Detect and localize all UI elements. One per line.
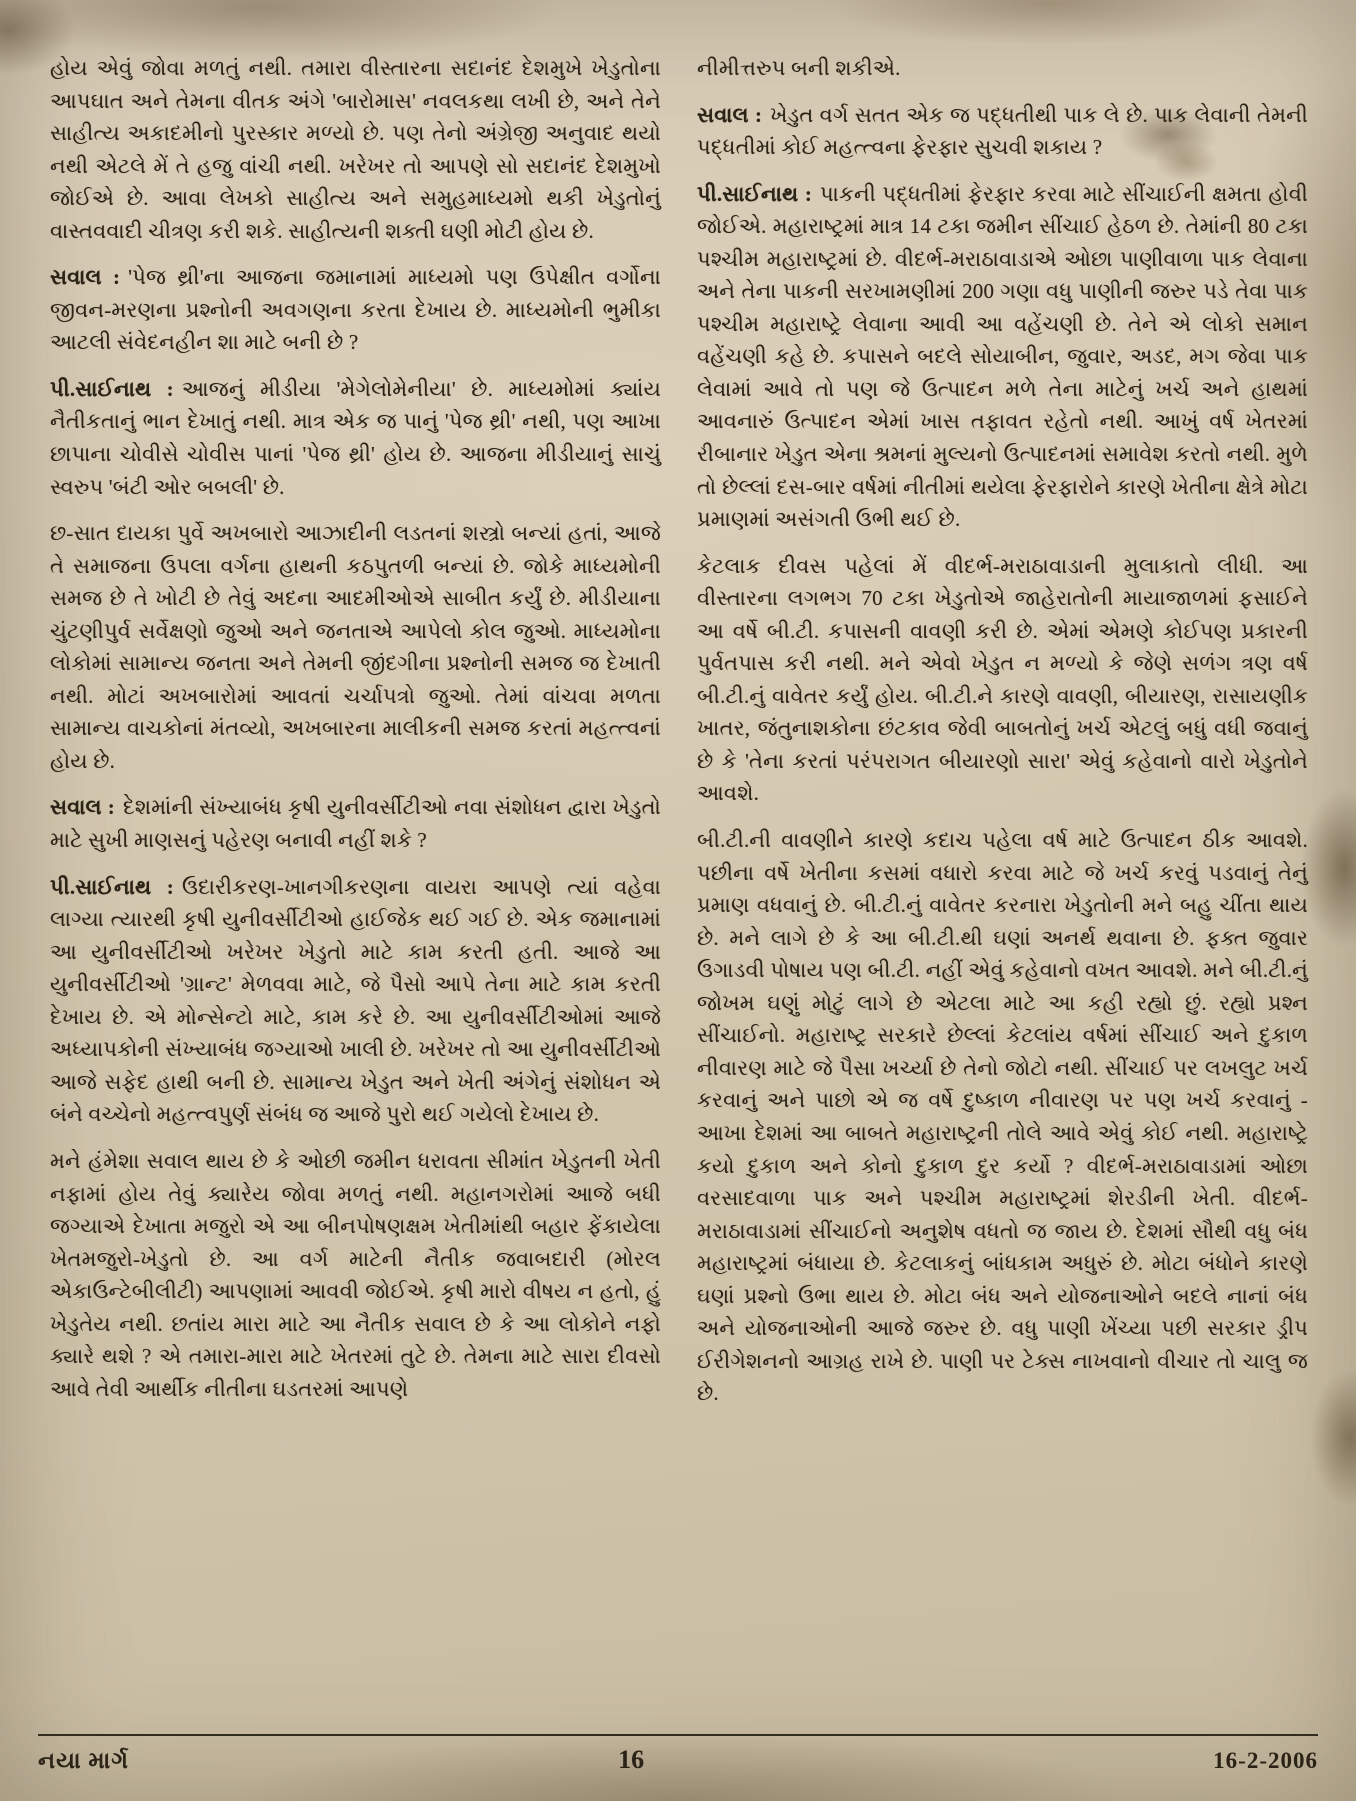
paragraph-text: ઉદારીકરણ-ખાનગીકરણના વાયરા આપણે ત્યાં વહેવા લાગ્યા ત્યારથી કૃષી યુનીવર્સીટીઓ હાઈજેક થઈ ગઈ છે. એક જમાનામાં આ યુનીવર્સીટીઓ ખરેખર ખેડુતો માટે કામ કરતી હતી. આજે આ યુનીવર્સીટીઓ 'ગ્રાન્ટ' મેળવવા માટે, જે પૈસો આપે તેના માટે કામ કરતી દેખાય છે. એ મોન્સેન્ટો માટે, કામ કરે છે. આ યુનીવર્સીટીઓમાં આજે અધ્યાપકોની સંખ્યાબંધ જગ્યાઓ ખાલી છે. ખરેખર તો આ યુનીવર્સીટીઓ આજે સફેદ હાથી બની છે. સામાન્ય ખેડુત અને ખેતી અંગેનું સંશોધન એ બંને વચ્ચેનો મહત્ત્વપુર્ણ સંબંધ જ આજે પુરો થઈ ગયેલો દેખાય છે. xyxy=(50,874,662,1127)
paragraph xyxy=(50,791,661,856)
paragraph xyxy=(50,1145,661,1405)
page-number: 16 xyxy=(618,1745,645,1774)
paragraph xyxy=(697,178,1308,536)
paragraph-text: કેટલાક દીવસ પહેલાં મેં વીદર્ભ-મરાઠાવાડાની મુલાકાતો લીધી. આ વીસ્તારના લગભગ 70 ટકા ખેડુતોએ જાહેરાતોની માયાજાળમાં ફસાઈને આ વર્ષે બી.ટી. કપાસની વાવણી કરી છે. એમાં એમણે કોઈપણ પ્રકારની પુર્વતપાસ કરી નથી. મને એવો ખેડુત ન મળ્યો કે જેણે સળંગ ત્રણ વર્ષ બી.ટી.નું વાવેતર કર્યું હોય. બી.ટી.ને કારણે વાવણી, બીયારણ, રાસાયણીક ખાતર, જંતુનાશકોના છંટકાવ જેવી બાબતોનું ખર્ચ એટલું બધું વધી જવાનું છે કે 'તેના કરતાં પરંપરાગત બીયારણો સારા' એવું કહેવાનો વારો ખેડુતોને આવશે. xyxy=(697,553,1308,806)
left-column xyxy=(50,52,661,1424)
speaker-label: સવાલ : xyxy=(50,795,115,820)
footer xyxy=(38,1734,1318,1775)
text-columns xyxy=(50,52,1308,1424)
paragraph xyxy=(50,517,661,777)
paragraph-text: ખેડુત વર્ગ સતત એક જ પદ્ધતીથી પાક લે છે. પાક લેવાની તેમની પદ્ધતીમાં કોઈ મહત્ત્વના ફેરફાર સુચવી શકાય ? xyxy=(697,102,1308,160)
paragraph xyxy=(50,261,661,359)
paragraph-text: દેશમાંની સંખ્યાબંધ કૃષી યુનીવર્સીટીઓ નવા સંશોધન દ્વારા ખેડુતો માટે સુખી માણસનું પહેરણ બનાવી નહીં શકે ? xyxy=(50,795,662,853)
publication-name: નયા માર્ગ xyxy=(38,1748,130,1773)
paragraph-text: બી.ટી.ની વાવણીને કારણે કદાચ પહેલા વર્ષ માટે ઉત્પાદન ઠીક આવશે. પછીના વર્ષે ખેતીના કસમાં વધારો કરવા માટે જે ખર્ચ કરવું પડવાનું તેનું પ્રમાણ વધવાનું છે. બી.ટી.નું વાવેતર કરનારા ખેડુતોની મને બહુ ચીંતા થાય છે. મને લાગે છે કે આ બી.ટી.થી ઘણાં અનર્થ થવાના છે. ફક્ત જુવાર ઉગાડવી પોષાય પણ બી.ટી. નહીં એવું કહેવાનો વખત આવશે. મને બી.ટી.નું જોખમ ઘણું મોટું લાગે છે એટલા માટે આ કહી રહ્યો છું. રહ્યો પ્રશ્ન સીંચાઈનો. મહારાષ્ટ્ર સરકારે છેલ્લાં કેટલાંય વર્ષમાં સીંચાઈ અને દુકાળ નીવારણ માટે જે પૈસા ખર્ચ્યા છે તેનો જોટો નથી. સીંચાઈ પર લખલુટ ખર્ચ કરવાનું અને પાછો એ જ વર્ષે દુષ્કાળ નીવારણ પર પણ ખર્ચ કરવાનું - આખા દેશમાં આ બાબતે મહારાષ્ટ્રની તોલે આવે એવું કોઈ નથી. મહારાષ્ટ્રે કયો દુકાળ અને કોનો દુકાળ દુર કર્યો ? વીદર્ભ-મરાઠાવાડામાં ઓછા વરસાદવાળા પાક અને પશ્ચીમ મહારાષ્ટ્રમાં શેરડીની ખેતી. વીદર્ભ-મરાઠાવાડામાં સીંચાઈનો અનુશેષ વધતો જ જાય છે. દેશમાં સૌથી વધુ બંધ મહારાષ્ટ્રમાં બંધાયા છે. કેટલાકનું બાંધકામ અધુરું છે. મોટા બંધોને કારણે ઘણાં પ્રશ્નો ઉભા થાય છે. મોટા બંધ અને યોજનાઓને બદલે નાનાં બંધ અને યોજનાઓની આજે જરુર છે. વધુ પાણી ખેંચ્યા પછી સરકાર ડ્રીપ ઈરીગેશનનો આગ્રહ રાખે છે. પાણી પર ટેક્સ નાખવાનો વીચાર તો ચાલુ જ છે. xyxy=(697,828,1308,1406)
paragraph-text: 'પેજ થ્રી'ના આજના જમાનામાં માધ્યમો પણ ઉપેક્ષીત વર્ગોના જીવન-મરણના પ્રશ્નોની અવગણના કરતા દેખાય છે. માધ્યમોની ભુમીકા આટલી સંવેદનહીન શા માટે બની છે ? xyxy=(50,265,661,355)
paragraph-text: છ-સાત દાયકા પુર્વે અખબારો આઝાદીની લડતનાં શસ્ત્રો બન્યાં હતાં, આજે તે સમાજના ઉપલા વર્ગના હાથની કઠપુતળી બન્યાં છે. જોકે માધ્યમોની સમજ છે તે ખોટી છે તેવું અદના આદમીઓએ સાબીત કર્યું છે. મીડીયાના ચુંટણીપુર્વ સર્વેક્ષણો જુઓ અને જનતાએ આપેલો કોલ જુઓ. માધ્યમોના લોકોમાં સામાન્ય જનતા અને તેમની જીંદગીના પ્રશ્નોની સમજ જ દેખાતી નથી. મોટાં અખબારોમાં આવતાં ચર્ચાપત્રો જુઓ. તેમાં વાંચવા મળતા સામાન્ય વાચકોનાં મંતવ્યો, અખબારના માલીકની સમજ કરતાં મહત્ત્વનાં હોય છે. xyxy=(50,521,661,773)
paragraph xyxy=(697,824,1308,1410)
speaker-label: સવાલ : xyxy=(50,265,121,290)
paragraph-text: આજનું મીડીયા 'મેગેલોમેનીયા' છે. માધ્યમોમાં ક્યાંય નૈતીકતાનું ભાન દેખાતું નથી. માત્ર એક જ પાનું 'પેજ થ્રી' નથી, પણ આખા છાપાના ચોવીસે ચોવીસ પાનાં 'પેજ થ્રી' હોય છે. આજના મીડીયાનું સાચું સ્વરુપ 'બંટી ઓર બબલી' છે. xyxy=(50,376,661,499)
paragraph xyxy=(697,99,1308,164)
paragraph xyxy=(697,52,1308,85)
paragraph xyxy=(50,871,661,1131)
speaker-label: પી.સાઈનાથ : xyxy=(50,376,174,401)
issue-date: 16-2-2006 xyxy=(1213,1748,1318,1773)
paragraph xyxy=(697,550,1308,810)
speaker-label: પી.સાઈનાથ : xyxy=(50,874,174,899)
speaker-label: પી.સાઈનાથ : xyxy=(697,181,813,206)
paragraph-text: નીમીત્તરુપ બની શકીએ. xyxy=(697,56,901,80)
paragraph xyxy=(50,373,661,503)
paragraph xyxy=(50,52,661,247)
right-column xyxy=(697,52,1308,1424)
paragraph-text: હોય એવું જોવા મળતું નથી. તમારા વીસ્તારના સદાનંદ દેશમુખે ખેડુતોના આપઘાત અને તેમના વીતક અંગે 'બારોમાસ' નવલકથા લખી છે, અને તેને સાહીત્ય અકાદમીનો પુરસ્કાર મળ્યો છે. પણ તેનો અંગ્રેજી અનુવાદ થયો નથી એટલે મેં તે હજુ વાંચી નથી. ખરેખર તો આપણે સો સદાનંદ દેશમુખો જોઈએ છે. આવા લેખકો સાહીત્ય અને સમુહમાધ્યમો થકી ખેડુતોનું વાસ્તવવાદી ચીત્રણ કરી શકે. સાહીત્યની શક્તી ઘણી મોટી હોય છે. xyxy=(50,56,661,243)
paragraph-text: પાકની પદ્ધતીમાં ફેરફાર કરવા માટે સીંચાઈની ક્ષમતા હોવી જોઈએ. મહારાષ્ટ્રમાં માત્ર 14 ટકા જમીન સીંચાઈ હેઠળ છે. તેમાંની 80 ટકા પશ્ચીમ મહારાષ્ટ્રમાં છે. વીદર્ભ-મરાઠાવાડાએ ઓછા પાણીવાળા પાક લેવાના અને તેના પાકની સરખામણીમાં 200 ગણા વધુ પાણીની જરુર પડે તેવા પાક પશ્ચીમ મહારાષ્ટ્રે લેવાના આવી આ વહેંચણી છે. તેને એ લોકો સમાન વહેંચણી કહે છે. કપાસને બદલે સોયાબીન, જુવાર, અડદ, મગ જેવા પાક લેવામાં આવે તો પણ જે ઉત્પાદન મળે તેના માટેનું ખર્ચ અને હાથમાં આવનારું ઉત્પાદન એમાં ખાસ તફાવત રહેતો નથી. આખું વર્ષ ખેતરમાં રીબાનાર ખેડુત એના શ્રમનાં મુલ્યનો ઉત્પાદનમાં સમાવેશ કરતો નથી. મુળે તો છેલ્લાં દસ-બાર વર્ષમાં નીતીમાં થયેલા ફેરફારોને કારણે ખેતીના ક્ષેત્રે મોટા પ્રમાણમાં અસંગતી ઉભી થઈ છે. xyxy=(697,181,1308,532)
speaker-label: સવાલ : xyxy=(697,102,763,127)
paragraph-text: મને હંમેશા સવાલ થાય છે કે ઓછી જમીન ધરાવતા સીમાંત ખેડુતની ખેતી નફામાં હોય તેવું ક્યારેય જોવા મળતું નથી. મહાનગરોમાં આજે બધી જગ્યાએ દેખાતા મજુરો એ આ બીનપોષણક્ષમ ખેતીમાંથી બહાર ફેંકાયેલા ખેતમજુરો-ખેડુતો છે. આ વર્ગ માટેની નૈતીક જવાબદારી (મોરલ એકાઉન્ટેબીલીટી) આપણામાં આવવી જોઈએ. કૃષી મારો વીષય ન હતો, હું ખેડુતેય નથી. છતાંય મારા માટે આ નૈતીક સવાલ છે કે આ લોકોને નફો ક્યારે થશે ? એ તમારા-મારા માટે ખેતરમાં તુટે છે. તેમના માટે સારા દીવસો આવે તેવી આર્થીક નીતીના ઘડતરમાં આપણે xyxy=(50,1148,661,1401)
